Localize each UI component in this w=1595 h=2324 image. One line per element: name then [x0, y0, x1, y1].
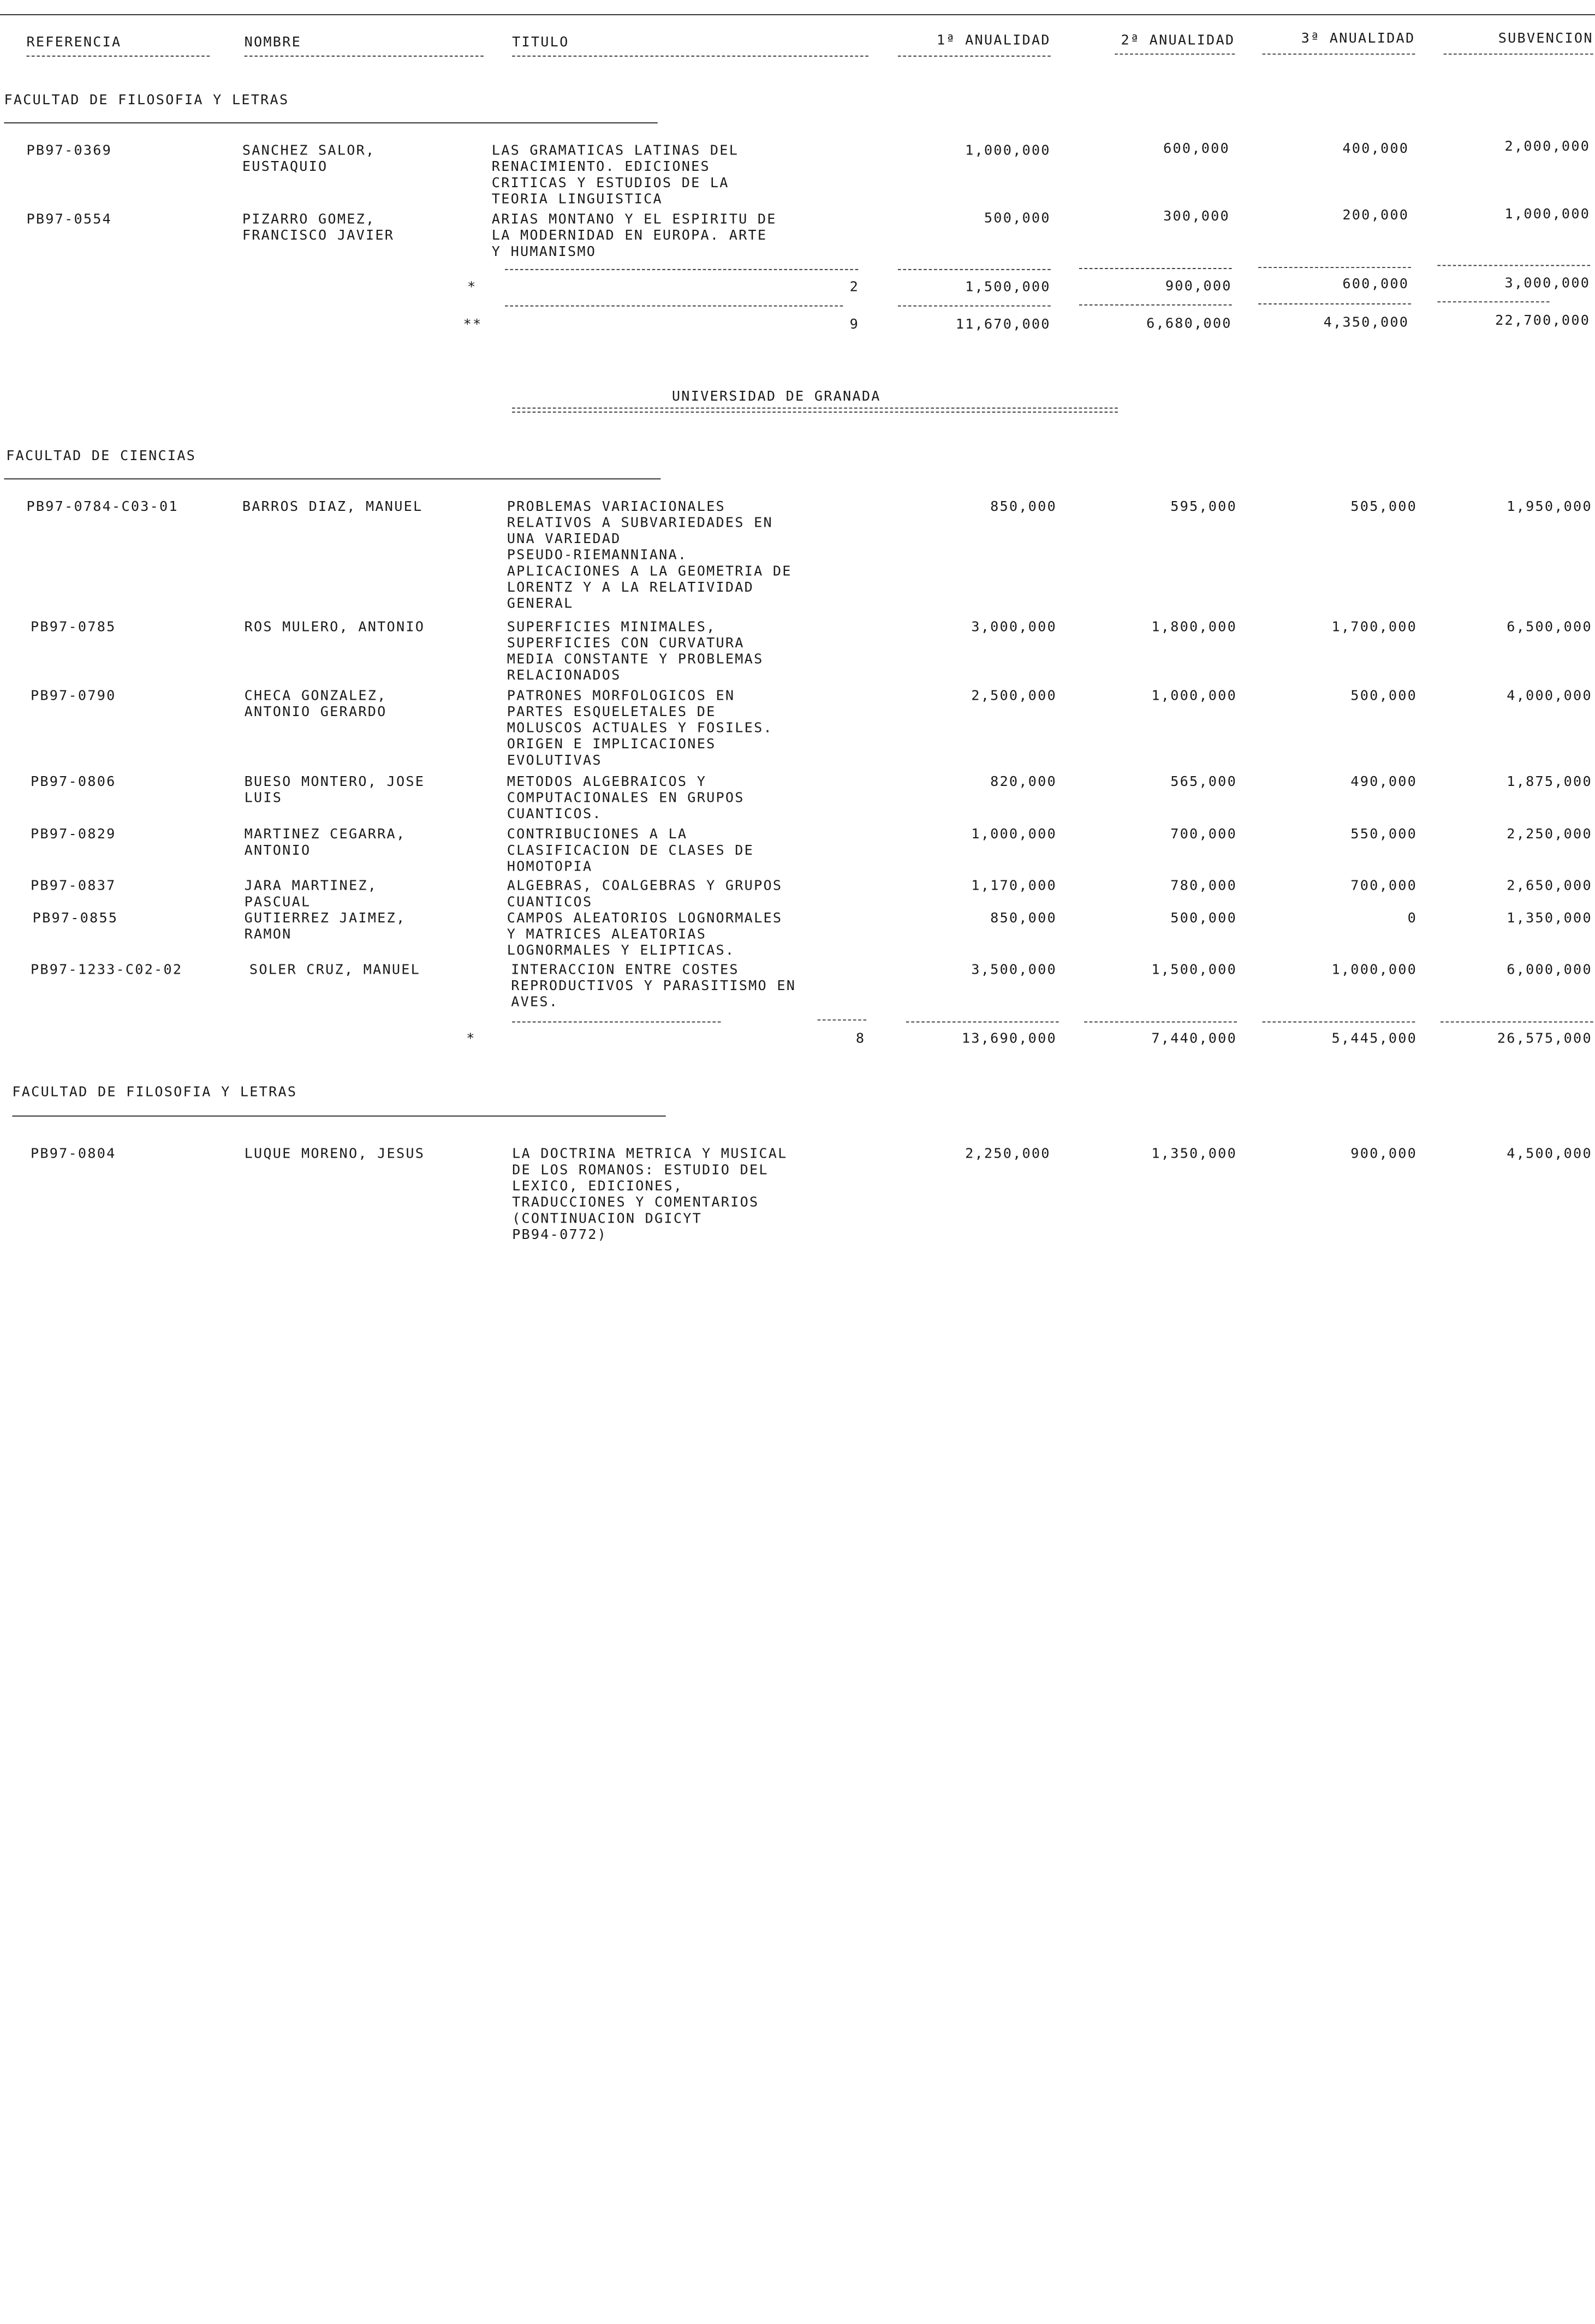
row-sub: 6,000,000: [1507, 962, 1592, 978]
row-name: BARROS DIAZ, MANUEL: [242, 498, 423, 515]
row-a1: 3,500,000: [971, 962, 1057, 978]
subtotal-a3: 5,445,000: [1331, 1030, 1418, 1047]
header-underline-a1: [898, 56, 1051, 57]
row-a3: 1,000,000: [1331, 962, 1418, 978]
row-a1: 500,000: [984, 210, 1051, 227]
row-title: CAMPOS ALEATORIOS LOGNORMALES Y MATRICES ALEATORIAS LOGNORMALES Y ELIPTICAS.: [507, 910, 783, 959]
subtotal-rule-a1: [906, 1022, 1059, 1023]
row-a2: 1,350,000: [1151, 1146, 1237, 1163]
header-underline-ref: [26, 56, 210, 57]
faculty-heading: FACULTAD DE CIENCIAS: [6, 448, 197, 464]
row-a3: 0: [1407, 910, 1418, 927]
row-name: JARA MARTINEZ, PASCUAL: [244, 878, 378, 910]
row-a1: 850,000: [990, 910, 1057, 927]
row-a2: 1,000,000: [1151, 688, 1237, 704]
row-a2: 700,000: [1170, 826, 1237, 843]
row-title: LA DOCTRINA METRICA Y MUSICAL DE LOS ROMANOS: ESTUDIO DEL LEXICO, EDICIONES, TRADUCCIONES Y COMENTARIOS (CONTINUACION DGICYT PB94-0772): [512, 1146, 788, 1243]
row-name: ROS MULERO, ANTONIO: [244, 619, 425, 635]
subtotal-rule-sub: [1437, 265, 1590, 266]
row-title: ALGEBRAS, COALGEBRAS Y GRUPOS CUANTICOS: [507, 878, 783, 910]
row-sub: 1,350,000: [1507, 910, 1592, 927]
total-rule-a1: [898, 306, 1051, 307]
row-title: ARIAS MONTANO Y EL ESPIRITU DE LA MODERNIDAD EN EUROPA. ARTE Y HUMANISMO: [491, 211, 777, 260]
header-anualidad-2: 2ª ANUALIDAD: [1121, 32, 1235, 49]
subtotal-mark: *: [466, 1030, 476, 1047]
row-a2: 595,000: [1170, 498, 1237, 515]
subtotal-rule-a3: [1258, 267, 1411, 268]
faculty-underline: [4, 122, 657, 123]
row-a3: 505,000: [1350, 498, 1418, 515]
university-underline: [512, 408, 1118, 413]
row-name: LUQUE MORENO, JESUS: [244, 1146, 425, 1163]
header-referencia: REFERENCIA: [26, 34, 122, 51]
row-sub: 2,000,000: [1504, 138, 1591, 155]
subtotal-rule-a2: [1079, 268, 1232, 269]
faculty-heading: FACULTAD DE FILOSOFIA Y LETRAS: [4, 92, 289, 109]
header-underline-sub: [1444, 53, 1593, 55]
subtotal-rule-a1: [898, 269, 1051, 270]
row-a3: 400,000: [1342, 140, 1409, 157]
subtotal-count: 2: [849, 279, 860, 296]
row-sub: 2,250,000: [1507, 826, 1592, 843]
row-a3: 1,700,000: [1331, 619, 1418, 635]
row-a2: 300,000: [1163, 208, 1230, 225]
row-title: PATRONES MORFOLOGICOS EN PARTES ESQUELETALES DE MOLUSCOS ACTUALES Y FOSILES. ORIGEN E IMPLICACIONES EVOLUTIVAS: [507, 688, 773, 769]
row-a1: 2,250,000: [965, 1146, 1051, 1163]
row-ref: PB97-1233-C02-02: [30, 962, 183, 978]
faculty-underline: [4, 478, 660, 479]
row-sub: 1,875,000: [1507, 773, 1592, 790]
row-sub: 6,500,000: [1507, 619, 1592, 635]
row-ref: PB97-0837: [30, 878, 116, 895]
subtotal-a2: 900,000: [1165, 278, 1232, 295]
header-underline-name: [245, 56, 484, 57]
row-a3: 200,000: [1342, 207, 1409, 224]
total-a1: 11,670,000: [955, 316, 1051, 333]
header-nombre: NOMBRE: [244, 34, 301, 51]
row-a1: 850,000: [990, 498, 1057, 515]
row-ref: PB97-0806: [30, 773, 116, 790]
subtotal-rule-a2: [1084, 1022, 1237, 1023]
row-a3: 550,000: [1350, 826, 1418, 843]
row-a1: 2,500,000: [971, 688, 1057, 704]
top-rule: [0, 14, 1595, 15]
row-a1: 1,000,000: [965, 142, 1051, 159]
subtotal-sub: 26,575,000: [1497, 1030, 1592, 1047]
total-rule-sub: [1437, 301, 1549, 302]
row-sub: 4,000,000: [1507, 688, 1592, 704]
row-a2: 565,000: [1170, 773, 1237, 790]
row-title: PROBLEMAS VARIACIONALES RELATIVOS A SUBVARIEDADES EN UNA VARIEDAD PSEUDO-RIEMANNIANA. APLICACIONES A LA GEOMETRIA DE LORENTZ Y A LA RELATIVIDAD GENERAL: [507, 498, 792, 612]
row-ref: PB97-0855: [32, 910, 118, 927]
subtotal-a1: 13,690,000: [961, 1030, 1057, 1047]
subtotal-rule-a3: [1263, 1022, 1415, 1023]
row-name: PIZARRO GOMEZ, FRANCISCO JAVIER: [242, 211, 395, 244]
row-title: SUPERFICIES MINIMALES, SUPERFICIES CON CURVATURA MEDIA CONSTANTE Y PROBLEMAS RELACIONADOS: [507, 619, 764, 684]
row-ref: PB97-0790: [30, 688, 116, 704]
row-title: INTERACCION ENTRE COSTES REPRODUCTIVOS Y PARASITISMO EN AVES.: [511, 962, 796, 1011]
total-rule-a3: [1258, 303, 1411, 305]
header-anualidad-3: 3ª ANUALIDAD: [1301, 30, 1415, 47]
header-anualidad-1: 1ª ANUALIDAD: [936, 32, 1051, 49]
row-ref: PB97-0785: [30, 619, 116, 635]
row-title: METODOS ALGEBRAICOS Y COMPUTACIONALES EN GRUPOS CUANTICOS.: [507, 773, 745, 823]
row-name: SOLER CRUZ, MANUEL: [249, 962, 421, 978]
subtotal-rule-title: [505, 269, 858, 270]
row-sub: 2,650,000: [1507, 878, 1592, 895]
row-a3: 500,000: [1350, 688, 1418, 704]
subtotal-a3: 600,000: [1342, 276, 1409, 293]
row-a2: 780,000: [1170, 878, 1237, 895]
header-underline-a2: [1115, 53, 1235, 55]
row-title: CONTRIBUCIONES A LA CLASIFICACION DE CLASES DE HOMOTOPIA: [507, 826, 754, 875]
row-a1: 3,000,000: [971, 619, 1057, 635]
row-name: MARTINEZ CEGARRA, ANTONIO: [244, 826, 406, 859]
subtotal-a2: 7,440,000: [1151, 1030, 1237, 1047]
row-ref: PB97-0784-C03-01: [26, 498, 178, 515]
row-name: BUESO MONTERO, JOSE LUIS: [244, 773, 425, 806]
subtotal-a1: 1,500,000: [965, 279, 1051, 296]
faculty-heading: FACULTAD DE FILOSOFIA Y LETRAS: [12, 1084, 297, 1101]
subtotal-mark: *: [467, 279, 477, 296]
row-a2: 500,000: [1170, 910, 1237, 927]
header-subvencion: SUBVENCION: [1498, 30, 1593, 47]
total-rule-a2: [1079, 305, 1232, 306]
row-a3: 490,000: [1350, 773, 1418, 790]
total-a3: 4,350,000: [1323, 314, 1409, 331]
faculty-underline: [12, 1116, 665, 1117]
header-titulo: TITULO: [512, 34, 569, 51]
subtotal-rule-sub: [1441, 1022, 1593, 1023]
total-mark: **: [463, 316, 483, 333]
total-sub: 22,700,000: [1495, 312, 1591, 329]
subtotal-count: 8: [855, 1030, 866, 1047]
row-sub: 1,950,000: [1507, 498, 1592, 515]
row-a1: 1,000,000: [971, 826, 1057, 843]
total-a2: 6,680,000: [1146, 315, 1232, 332]
row-a2: 1,800,000: [1151, 619, 1237, 635]
subtotal-sub: 3,000,000: [1504, 275, 1591, 291]
row-a3: 900,000: [1350, 1146, 1418, 1163]
row-name: CHECA GONZALEZ, ANTONIO GERARDO: [244, 688, 387, 720]
row-a1: 820,000: [990, 773, 1057, 790]
university-heading: UNIVERSIDAD DE GRANADA: [671, 388, 881, 405]
row-ref: PB97-0369: [26, 142, 112, 159]
header-underline-title: [512, 56, 868, 57]
row-ref: PB97-0554: [26, 211, 112, 228]
row-a2: 600,000: [1163, 140, 1230, 157]
total-count: 9: [849, 316, 860, 333]
total-rule-title: [505, 306, 843, 307]
subtotal-rule-title: [512, 1022, 721, 1023]
row-sub: 1,000,000: [1504, 206, 1591, 223]
row-title: LAS GRAMATICAS LATINAS DEL RENACIMIENTO. EDICIONES CRITICAS Y ESTUDIOS DE LA TEORIA LINGUISTICA: [491, 142, 739, 207]
row-name: SANCHEZ SALOR, EUSTAQUIO: [242, 142, 376, 175]
header-underline-a3: [1263, 53, 1415, 55]
row-name: GUTIERREZ JAIMEZ, RAMON: [244, 910, 406, 943]
row-a2: 1,500,000: [1151, 962, 1237, 978]
row-ref: PB97-0804: [30, 1146, 116, 1163]
row-ref: PB97-0829: [30, 826, 116, 843]
row-sub: 4,500,000: [1507, 1146, 1592, 1163]
row-a3: 700,000: [1350, 878, 1418, 895]
subtotal-rule-title-tail: [818, 1020, 867, 1021]
row-a1: 1,170,000: [971, 878, 1057, 895]
